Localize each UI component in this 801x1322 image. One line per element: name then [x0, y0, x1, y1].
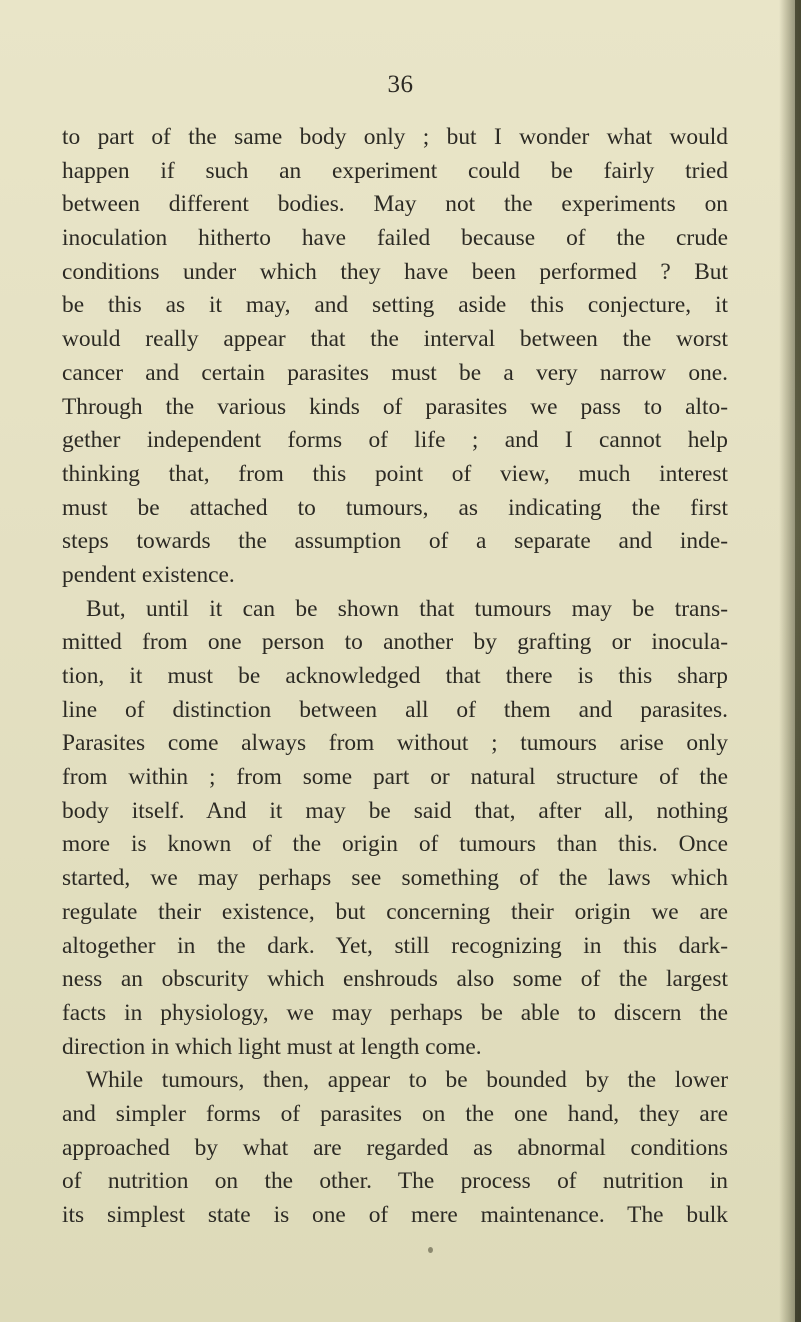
text-line: While tumours, then, appear to be bounded by the lower — [86, 1067, 728, 1094]
text-line: conditions under which they have been performed ? But — [62, 258, 728, 285]
text-line: altogether in the dark. Yet, still recognizing in this dark- — [62, 932, 728, 959]
text-line: from within ; from some part or natural structure of the — [62, 764, 728, 791]
text-line: to part of the same body only ; but I wonder what would — [62, 124, 728, 150]
text-line: happen if such an experiment could be fairly tried — [62, 157, 728, 184]
text-line: inoculation hitherto have failed because of the crude — [62, 225, 728, 252]
body-text — [62, 121, 728, 1233]
text-line: line of distinction between all of them and parasites. — [62, 696, 728, 723]
text-line: would really appear that the interval between the worst — [62, 326, 728, 353]
text-line: gether independent forms of life ; and I cannot help — [62, 427, 728, 454]
text-line: approached by what are regarded as abnormal conditions — [62, 1134, 728, 1161]
text-line: thinking that, from this point of view, much interest — [62, 460, 728, 487]
text-line: body itself. And it may be said that, after all, nothing — [62, 797, 728, 824]
page-number: 36 — [387, 71, 414, 98]
text-line: Through the various kinds of parasites we pass to alto- — [62, 393, 728, 420]
text-line: must be attached to tumours, as indicating the first — [62, 494, 728, 521]
text-line: regulate their existence, but concerning their origin we are — [62, 898, 728, 925]
text-line: more is known of the origin of tumours than this. Once — [62, 831, 728, 858]
text-line: of nutrition on the other. The process of nutrition in — [62, 1168, 728, 1195]
text-line: facts in physiology, we may perhaps be able to discern the — [62, 999, 728, 1026]
paper-speck — [428, 1247, 433, 1253]
text-line: and simpler forms of parasites on the one hand, they are — [62, 1100, 728, 1127]
text-line: between different bodies. May not the experiments on — [62, 191, 728, 218]
page-edge — [795, 0, 801, 1322]
text-line: pendent existence. — [62, 561, 235, 588]
text-line: tion, it must be acknowledged that there is this sharp — [62, 663, 728, 689]
text-line: ness an obscurity which enshrouds also some of the largest — [62, 966, 728, 993]
text-line: mitted from one person to another by grafting or inocula- — [62, 629, 728, 656]
text-line: its simplest state is one of mere maintenance. The bulk — [62, 1202, 728, 1228]
text-line: be this as it may, and setting aside this conjecture, it — [62, 292, 728, 319]
text-line: But, until it can be shown that tumours may be trans- — [86, 595, 728, 622]
text-line: Parasites come always from without ; tumours arise only — [62, 730, 728, 757]
text-line: steps towards the assumption of a separate and inde- — [62, 528, 728, 555]
text-line: started, we may perhaps see something of the laws which — [62, 865, 728, 892]
text-line: direction in which light must at length come. — [62, 1033, 482, 1060]
text-line: cancer and certain parasites must be a very narrow one. — [62, 359, 728, 386]
